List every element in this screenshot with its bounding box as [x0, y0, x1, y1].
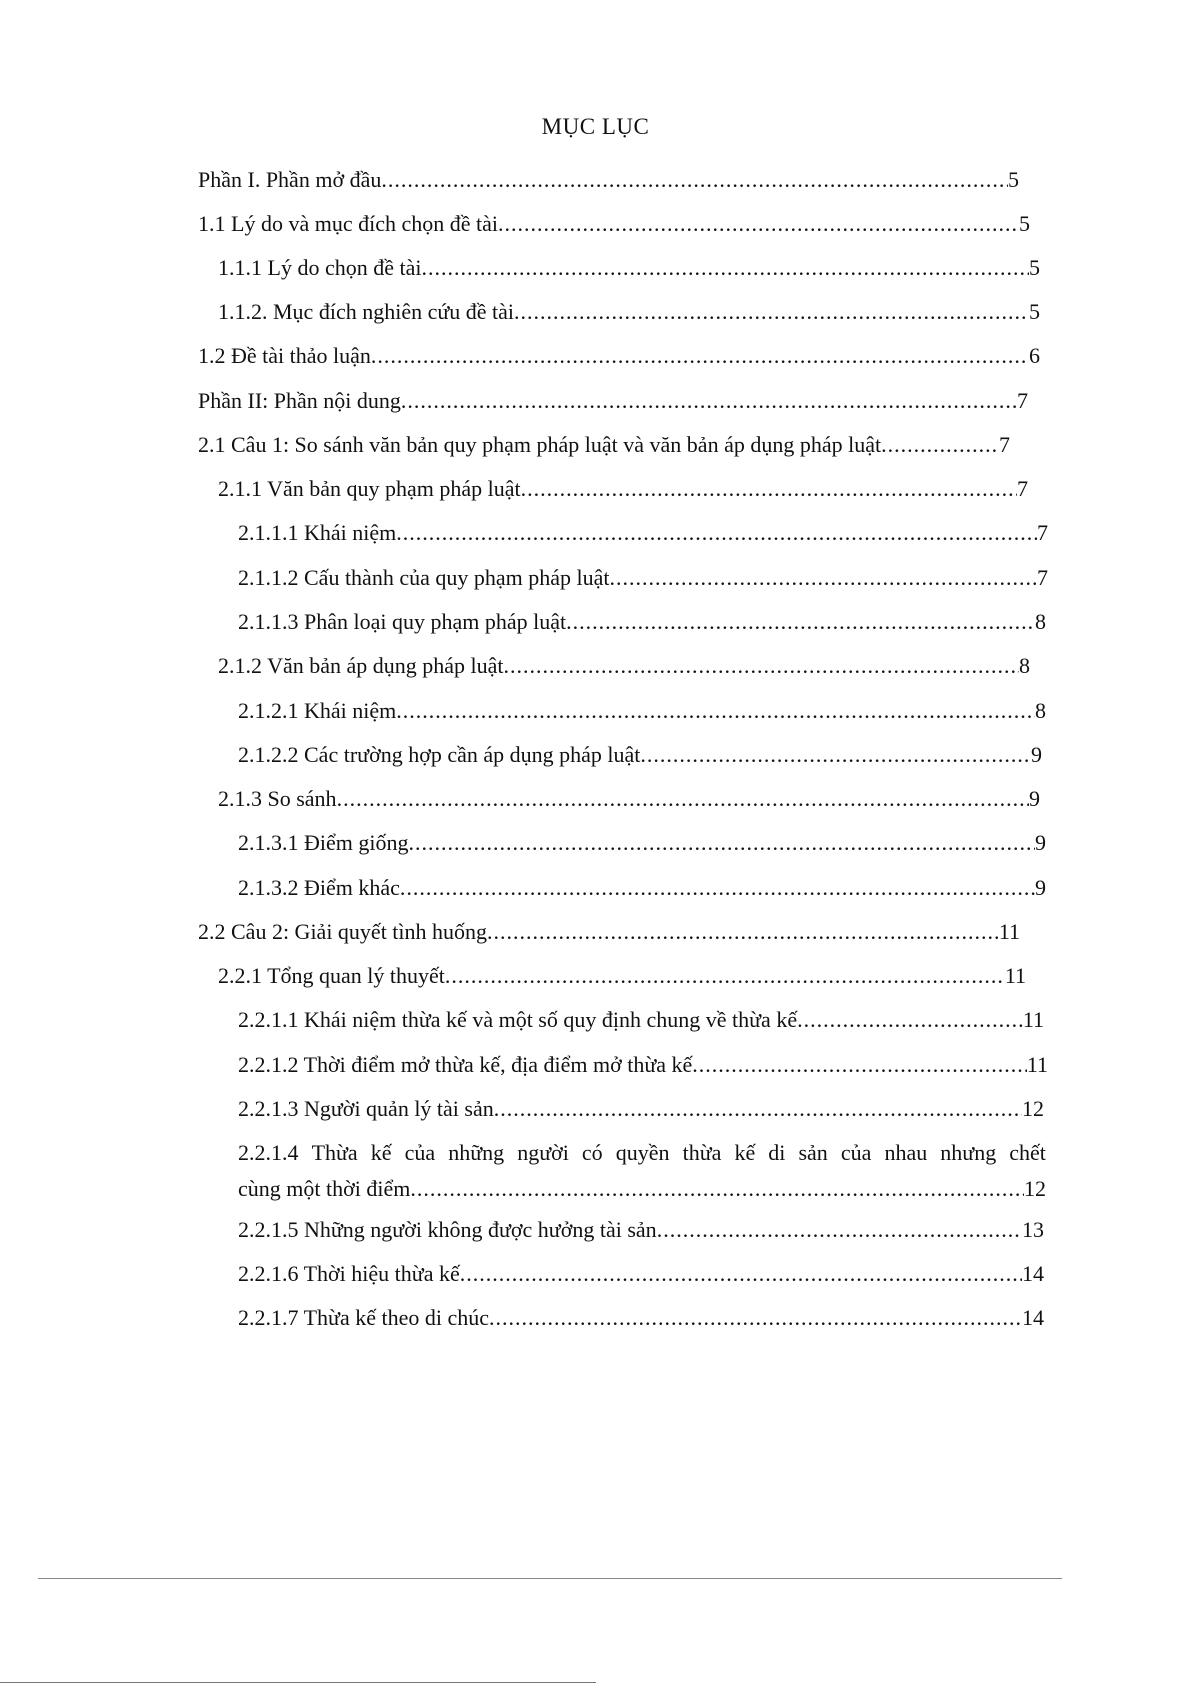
toc-word: 2.2.1.4 — [238, 1140, 299, 1165]
toc-entry-label: 2.1.3.2 Điểm khác — [238, 875, 400, 900]
toc-entry[interactable] — [218, 297, 1040, 327]
toc-entry[interactable] — [238, 1094, 1044, 1124]
toc-entry-label: 1.1.1 Lý do chọn đề tài — [218, 255, 422, 280]
toc-word: của — [840, 1140, 872, 1165]
toc-entry-label: 2.1.2.1 Khái niệm — [238, 698, 397, 723]
footer-divider — [38, 1578, 1062, 1579]
toc-word: người — [517, 1140, 569, 1165]
toc-entry[interactable] — [198, 917, 1020, 947]
dot-leader — [337, 784, 1029, 814]
toc-entry[interactable] — [198, 430, 1010, 460]
dot-leader — [487, 917, 999, 947]
toc-word: Thừa — [311, 1140, 358, 1165]
toc-entry[interactable] — [238, 1138, 1046, 1204]
toc-entry-label: 2.1.1.2 Cấu thành của quy phạm pháp luật — [238, 565, 610, 590]
toc-entry-label: 2.1.3 So sánh — [218, 786, 337, 811]
toc-entry-page: 12 — [1022, 1096, 1044, 1121]
dot-leader — [692, 1050, 1027, 1080]
toc-entry[interactable] — [238, 873, 1046, 903]
toc-entry-page: 12 — [1024, 1176, 1046, 1201]
toc-entry-label: 2.1.1.1 Khái niệm — [238, 520, 397, 545]
dot-leader — [566, 607, 1035, 637]
toc-entry-page: 9 — [1035, 875, 1046, 900]
toc-entry-label: 2.2.1.3 Người quản lý tài sản — [238, 1096, 494, 1121]
toc-entry[interactable] — [218, 474, 1028, 504]
toc-entry[interactable] — [218, 651, 1030, 681]
dot-leader — [410, 1174, 1024, 1204]
dot-leader — [609, 563, 1037, 593]
dot-leader — [498, 209, 1019, 239]
toc-word: những — [448, 1140, 505, 1165]
toc-entry-label: 2.1.2.2 Các trường hợp cần áp dụng pháp luật — [238, 742, 641, 767]
toc-entry-page: 7 — [1037, 565, 1048, 590]
toc-entry-label: Phần I. Phần mở đầu — [198, 167, 382, 192]
toc-entry-page: 9 — [1031, 742, 1042, 767]
toc-entry-page: 5 — [1029, 255, 1040, 280]
dot-leader — [489, 1303, 1022, 1333]
toc-entry-label: 2.2.1.7 Thừa kế theo di chúc — [238, 1305, 490, 1330]
toc-word: chết — [1009, 1140, 1046, 1165]
toc-word: kế — [734, 1140, 756, 1165]
toc-word: của — [404, 1140, 436, 1165]
dot-leader — [371, 341, 1029, 371]
toc-entry[interactable] — [238, 828, 1046, 858]
toc-entry-label: 2.2.1.5 Những người không được hưởng tài sản — [238, 1217, 657, 1242]
toc-entry-page: 11 — [1022, 1007, 1044, 1032]
toc-entry-page: 13 — [1022, 1217, 1044, 1242]
toc-entry-label: 2.1 Câu 1: So sánh văn bản quy phạm pháp luật và văn bản áp dụng pháp luật — [198, 432, 882, 457]
toc-entry-label: 2.2.1.6 Thời hiệu thừa kế — [238, 1261, 460, 1286]
toc-entry-label: 2.1.3.1 Điểm giống — [238, 830, 409, 855]
toc-entry[interactable] — [238, 518, 1048, 548]
toc-entry[interactable] — [218, 784, 1040, 814]
dot-leader — [381, 165, 1008, 195]
toc-word: nhưng — [940, 1140, 997, 1165]
toc-entry-page: 7 — [999, 432, 1010, 457]
toc-entry-label: cùng một thời điểm — [238, 1176, 411, 1201]
dot-leader — [396, 518, 1037, 548]
toc-entry-label: 1.2 Đề tài thảo luận — [198, 343, 371, 368]
toc-entry-page: 14 — [1022, 1305, 1044, 1330]
toc-entry-page: 8 — [1035, 698, 1046, 723]
toc-entry-page: 9 — [1035, 830, 1046, 855]
toc-entry-label: 1.1.2. Mục đích nghiên cứu đề tài — [218, 299, 515, 324]
dot-leader — [460, 1259, 1022, 1289]
toc-entry-page: 5 — [1029, 299, 1040, 324]
toc-entry[interactable] — [238, 1259, 1044, 1289]
toc-entry[interactable] — [238, 740, 1042, 770]
toc-entry-page: 8 — [1019, 653, 1030, 678]
toc-entry-page: 11 — [1004, 963, 1026, 988]
dot-leader — [401, 386, 1017, 416]
dot-leader — [881, 430, 999, 460]
toc-entry[interactable] — [238, 563, 1048, 593]
dot-leader — [494, 1094, 1022, 1124]
toc-word: kế — [370, 1140, 392, 1165]
toc-word: quyền — [615, 1140, 670, 1165]
dot-leader — [396, 696, 1035, 726]
dot-leader — [400, 873, 1035, 903]
toc-word: có — [581, 1140, 603, 1165]
toc-entry[interactable] — [238, 1005, 1044, 1035]
toc-entry-page: 14 — [1022, 1261, 1044, 1286]
toc-entry-page: 6 — [1029, 343, 1040, 368]
toc-entry-label: 2.2.1 Tổng quan lý thuyết — [218, 963, 445, 988]
toc-entry-page: 5 — [1019, 211, 1030, 236]
toc-word: di — [768, 1140, 786, 1165]
toc-entry-label: 2.2.1.1 Khái niệm thừa kế và một số quy định chung về thừa kế — [238, 1007, 798, 1032]
dot-leader — [640, 740, 1031, 770]
toc-entry-label: 2.1.2 Văn bản áp dụng pháp luật — [218, 653, 504, 678]
page-edge-divider — [0, 1682, 596, 1683]
toc-entry-page: 11 — [1026, 1052, 1048, 1077]
toc-entry-label: 2.2.1.2 Thời điểm mở thừa kế, địa điểm mở thừa kế — [238, 1052, 693, 1077]
dot-leader — [421, 253, 1029, 283]
dot-leader — [521, 474, 1017, 504]
dot-leader — [797, 1005, 1023, 1035]
toc-word: thừa — [682, 1140, 722, 1165]
toc-entry-page: 9 — [1029, 786, 1040, 811]
toc-entry-label: 2.1.1.3 Phân loại quy phạm pháp luật — [238, 609, 567, 634]
toc-entry[interactable] — [218, 961, 1026, 991]
dot-leader — [445, 961, 1005, 991]
toc-entry-page: 5 — [1008, 167, 1019, 192]
toc-entry[interactable] — [198, 341, 1040, 371]
toc-word: sản — [798, 1140, 828, 1165]
dot-leader — [657, 1215, 1022, 1245]
toc-entry-page: 7 — [1017, 476, 1028, 501]
toc-entry-label-line1 — [238, 1138, 1046, 1168]
toc-entry-page: 8 — [1035, 609, 1046, 634]
toc-entry[interactable] — [218, 253, 1040, 283]
toc-entry[interactable] — [198, 165, 1019, 195]
toc-entry-page: 11 — [998, 919, 1020, 944]
toc-entry-label: 2.1.1 Văn bản quy phạm pháp luật — [218, 476, 521, 501]
toc-entry[interactable] — [238, 607, 1046, 637]
toc-entry[interactable] — [198, 209, 1030, 239]
toc-entry-page: 7 — [1037, 520, 1048, 545]
toc-entry[interactable] — [198, 386, 1028, 416]
dot-leader — [504, 651, 1019, 681]
toc-entry[interactable] — [238, 1050, 1048, 1080]
dot-leader — [409, 828, 1036, 858]
toc-entry-page: 7 — [1017, 388, 1028, 413]
toc-entry[interactable] — [238, 1215, 1044, 1245]
toc-entry[interactable] — [238, 696, 1046, 726]
toc-entry-label: 2.2 Câu 2: Giải quyết tình huống — [198, 919, 488, 944]
toc-word: nhau — [884, 1140, 928, 1165]
toc-entry-label: Phần II: Phần nội dung — [198, 388, 401, 413]
page-title: MỤC LỤC — [541, 114, 650, 139]
dot-leader — [514, 297, 1029, 327]
toc-entry[interactable] — [238, 1303, 1044, 1333]
toc-entry-label: 1.1 Lý do và mục đích chọn đề tài — [198, 211, 498, 236]
